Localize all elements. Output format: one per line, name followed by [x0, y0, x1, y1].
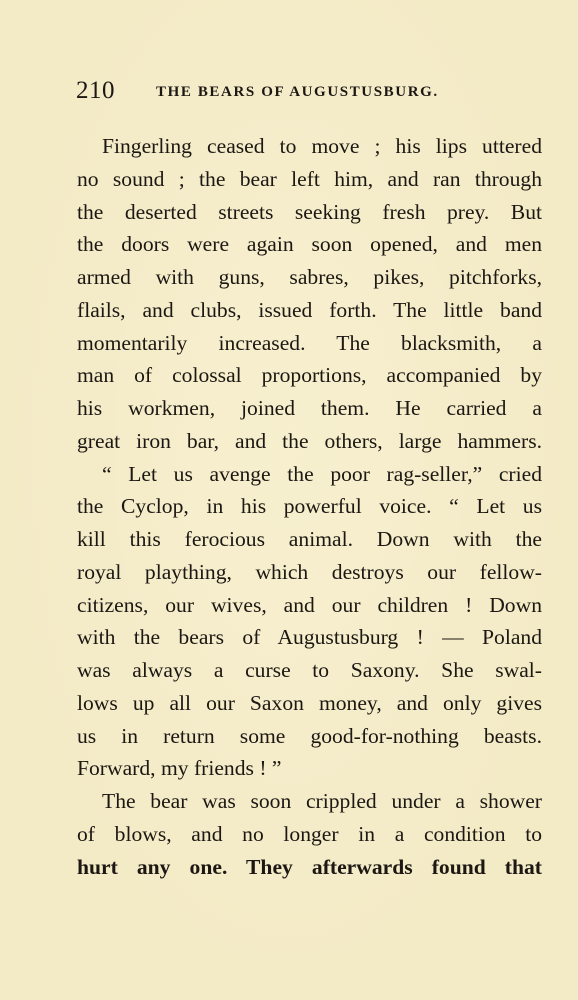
- page-number: 210: [76, 77, 115, 104]
- body-text: [77, 130, 542, 883]
- text-line: citizens, our wives, and our children ! Down: [77, 592, 542, 617]
- text-line: lows up all our Saxon money, and only gives: [77, 690, 542, 715]
- text-line: the Cyclop, in his powerful voice. “ Let us: [77, 494, 542, 519]
- text-line: us in return some good-for-nothing beasts.: [77, 723, 542, 748]
- text-line: great iron bar, and the others, large hammers.: [77, 428, 542, 453]
- text-line: kill this ferocious animal. Down with the: [77, 527, 542, 551]
- text-line: the doors were again soon opened, and men: [77, 232, 542, 257]
- text-line: flails, and clubs, issued forth. The little band: [77, 297, 542, 322]
- text-line: momentarily increased. The blacksmith, a: [77, 330, 542, 355]
- text-line: with the bears of Augustusburg ! — Poland: [77, 625, 542, 650]
- text-line: The bear was soon crippled under a shower: [102, 789, 542, 813]
- text-line: man of colossal proportions, accompanied by: [77, 363, 542, 388]
- text-line: was always a curse to Saxony. She swal-: [77, 658, 542, 682]
- text-line: his workmen, joined them. He carried a: [77, 396, 542, 420]
- text-line: hurt any one. They afterwards found that: [77, 854, 542, 879]
- running-title: THE BEARS OF AUGUSTUSBURG.: [156, 84, 439, 100]
- text-line: Forward, my friends ! ”: [77, 756, 282, 781]
- page-header: [76, 74, 546, 108]
- text-line: Fingerling ceased to move ; his lips uttered: [102, 134, 542, 158]
- text-line: of blows, and no longer in a condition to: [77, 821, 542, 846]
- text-line: royal plaything, which destroys our fellow-: [77, 559, 542, 584]
- text-line: “ Let us avenge the poor rag-seller,” cried: [102, 461, 542, 486]
- text-line: armed with guns, sabres, pikes, pitchforks,: [77, 265, 542, 289]
- text-line: no sound ; the bear left him, and ran through: [77, 166, 542, 191]
- text-line: the deserted streets seeking fresh prey. But: [77, 199, 542, 224]
